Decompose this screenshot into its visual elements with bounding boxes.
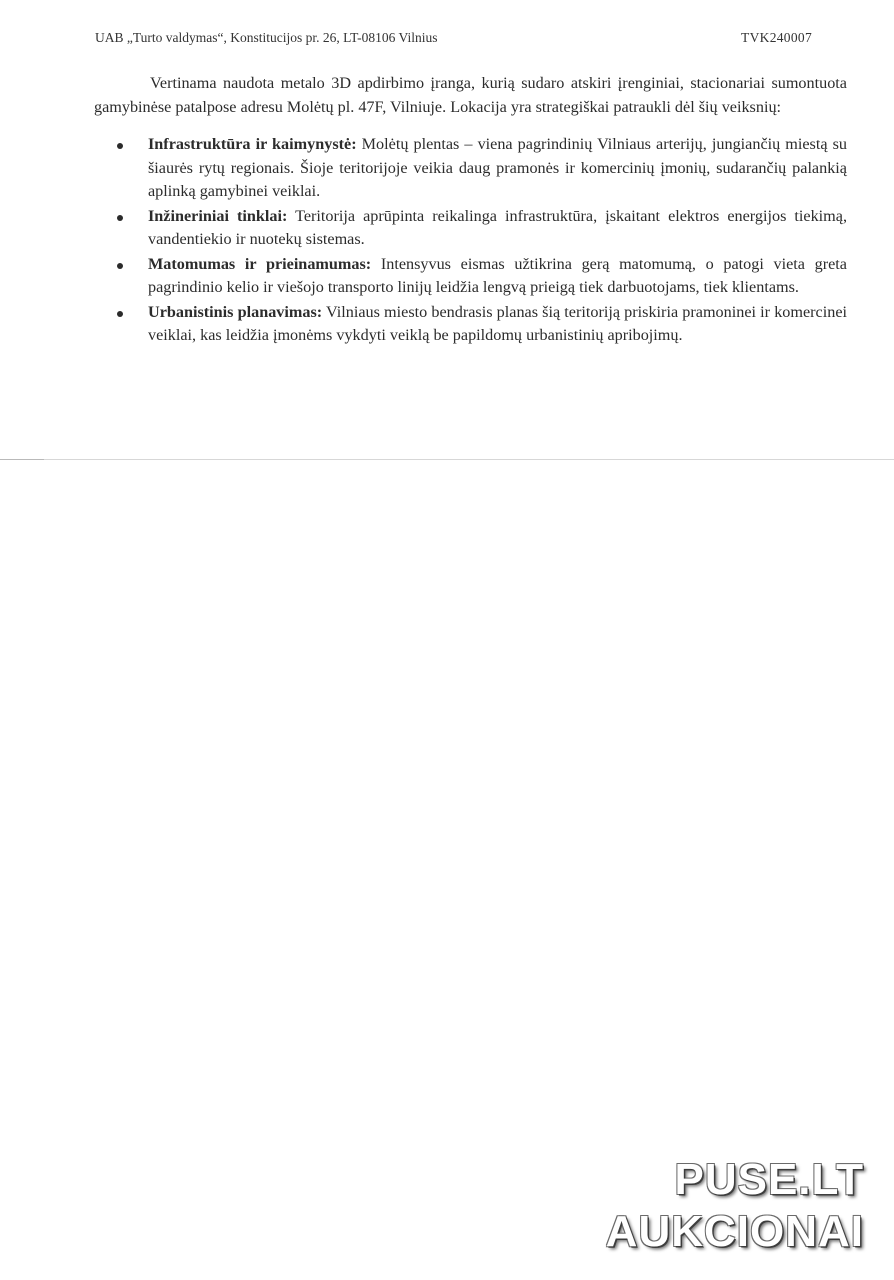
company-address: UAB „Turto valdymas“, Konstitucijos pr. 26, LT-08106 Vilnius — [95, 30, 438, 45]
location-factors-list — [94, 133, 847, 348]
factor-text: Molėtų plentas – viena pagrindinių Vilniaus arterijų, jungiančių miestą su šiaurės rytų regionais. Šioje teritorijoje veikia daug pramonės ir komercinių įmonių, sudarančių palankią aplinką gamybinei veiklai. — [148, 135, 847, 200]
page-divider — [0, 459, 894, 460]
list-item — [148, 301, 847, 348]
factor-text: Vilniaus miesto bendrasis planas šią teritoriją priskiria pramoninei ir komercinei veiklai, kas leidžia įmonėms vykdyti veiklą be papildomų urbanistinių apribojimų. — [148, 302, 848, 344]
factor-term: Infrastruktūra ir kaimynystė: — [148, 135, 357, 153]
factor-term: Inžineriniai tinklai: — [148, 206, 288, 225]
page-header — [95, 30, 812, 52]
document-body — [94, 72, 847, 349]
bullet-icon — [117, 263, 123, 269]
bullet-icon — [117, 215, 123, 221]
document-code: TVK240007 — [741, 30, 812, 45]
bullet-icon — [117, 311, 123, 317]
factor-text: Intensyvus eismas užtikrina gerą matomumą, o patogi vieta greta pagrindinio kelio ir viešojo transporto linijų leidžia lengvą prieigą tiek darbuotojams, tiek klientams. — [148, 254, 847, 296]
divider-dash — [0, 459, 44, 460]
factor-text: Teritorija aprūpinta reikalinga infrastruktūra, įskaitant elektros energijos tiekimą, vandentiekio ir nuotekų sistemas. — [148, 206, 847, 248]
factor-term: Matomumas ir prieinamumas: — [148, 254, 372, 273]
list-item — [148, 133, 847, 204]
watermark-line-1: PUSE.LT — [674, 1155, 864, 1204]
list-item — [148, 253, 847, 300]
list-item — [148, 205, 847, 252]
bullet-icon — [117, 143, 123, 149]
factor-term: Urbanistinis planavimas: — [148, 302, 323, 321]
watermark-line-2: AUKCIONAI — [605, 1207, 864, 1256]
intro-paragraph: Vertinama naudota metalo 3D apdirbimo įranga, kurią sudaro atskiri įrenginiai, stacionariai sumontuota gamybinėse patalpose adresu Molėtų pl. 47F, Vilniuje. Lokacija yra strategiškai patraukli dėl šių veiksnių: — [94, 74, 847, 116]
